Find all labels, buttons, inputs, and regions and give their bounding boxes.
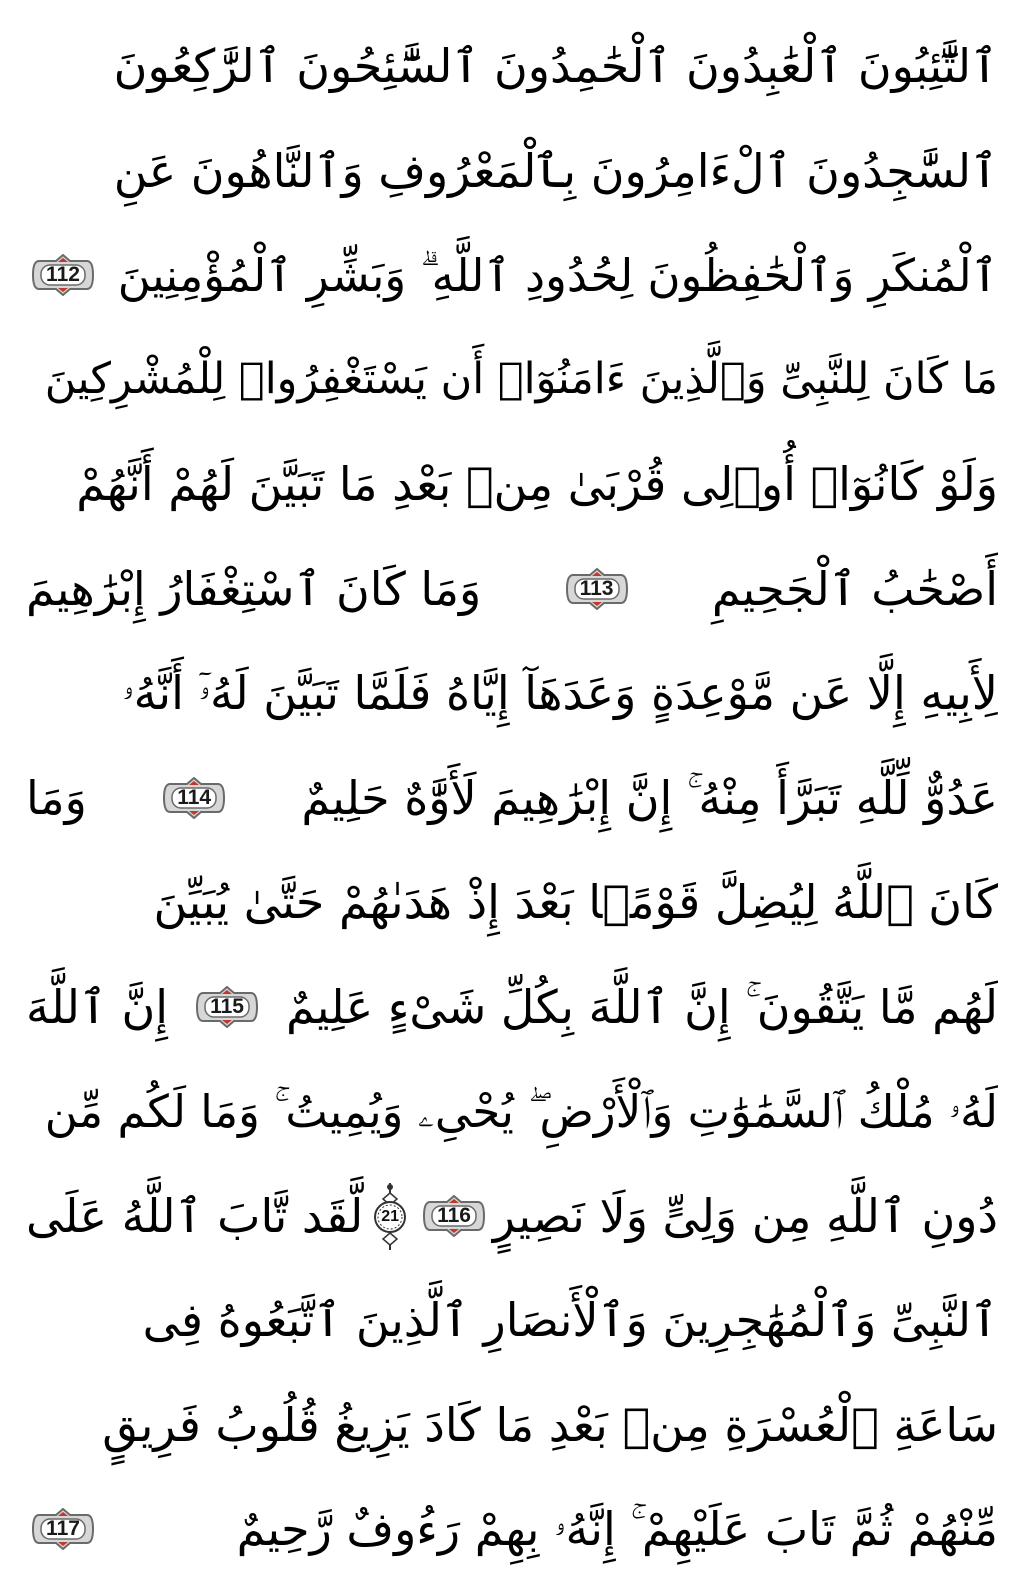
verse-text: سَاعَةِ ٱلْعُسْرَةِ مِنۢ بَعْدِ مَا كَادَ يَزِيغُ قُلُوبُ فَرِيقٍ	[102, 1397, 998, 1452]
verse-text: وَمَا كَانَ ٱسْتِغْفَارُ إِبْرَٰهِيمَ	[26, 561, 482, 616]
ayah-number: 113	[579, 576, 614, 600]
verse-line	[26, 746, 998, 851]
hizb-marker	[369, 1181, 411, 1251]
verse-text: ٱلتَّٰٓئِبُونَ ٱلْعَٰبِدُونَ ٱلْحَٰمِدُونَ ٱلسَّٰٓئِحُونَ ٱلرَّٰكِعُونَ	[113, 39, 998, 94]
verse-line	[26, 1268, 998, 1373]
verse-text: وَلَوْ كَانُوٓا۟ أُو۟لِى قُرْبَىٰ مِنۢ بَعْدِ مَا تَبَيَّنَ لَهُمْ أَنَّهُمْ	[76, 457, 998, 512]
ayah-number: 117	[46, 1517, 80, 1541]
ayah-number-marker	[423, 1195, 485, 1237]
ayah-number-marker	[196, 986, 258, 1028]
verse-line	[26, 14, 998, 119]
ayah-number-marker	[566, 568, 628, 610]
verse-text: وَمَا	[26, 770, 87, 825]
ayah-number: 115	[210, 994, 244, 1018]
verse-line	[26, 641, 998, 746]
ayah-number: 112	[46, 263, 80, 287]
ayah-number: 116	[437, 1203, 471, 1227]
ayah-number-marker	[32, 1508, 94, 1550]
verse-text: ٱلنَّبِىِّ وَٱلْمُهَٰجِرِينَ وَٱلْأَنصَارِ ٱلَّذِينَ ٱتَّبَعُوهُ فِى	[142, 1293, 998, 1348]
verse-text: مِّنْهُمْ ثُمَّ تَابَ عَلَيْهِمْ ۚ إِنَّهُۥ بِهِمْ رَءُوفٌ رَّحِيمٌ	[236, 1502, 998, 1557]
hizb-number: 21	[381, 1207, 400, 1225]
verse-text: مَا كَانَ لِلنَّبِىِّ وَٱلَّذِينَ ءَامَنُوٓا۟ أَن يَسْتَغْفِرُوا۟ لِلْمُشْرِكِينَ	[44, 354, 998, 405]
verse-text: كَانَ ٱللَّهُ لِيُضِلَّ قَوْمًۢا بَعْدَ إِذْ هَدَىٰهُمْ حَتَّىٰ يُبَيِّنَ	[153, 875, 998, 930]
verse-line	[26, 537, 998, 642]
verse-text: إِنَّ ٱللَّهَ	[26, 979, 169, 1034]
ayah-number: 114	[177, 785, 212, 809]
verse-text: لَهُم مَّا يَتَّقُونَ ۚ إِنَّ ٱللَّهَ بِكُلِّ شَىْءٍ عَلِيمٌ	[286, 979, 998, 1034]
verse-line	[26, 328, 998, 433]
verse-text: ٱلسَّٰجِدُونَ ٱلْءَامِرُونَ بِٱلْمَعْرُوفِ وَٱلنَّاهُونَ عَنِ	[113, 143, 998, 198]
verse-text: أَصْحَٰبُ ٱلْجَحِيمِ	[711, 561, 998, 616]
verse-text: لِأَبِيهِ إِلَّا عَن مَّوْعِدَةٍ وَعَدَهَآ إِيَّاهُ فَلَمَّا تَبَيَّنَ لَهُۥٓ أَنَّهُۥ	[122, 666, 998, 721]
verse-line	[26, 1477, 998, 1582]
ayah-number-marker	[32, 254, 94, 296]
verse-line	[26, 119, 998, 224]
verse-text: لَّقَد تَّابَ ٱللَّهُ عَلَى	[26, 1188, 364, 1243]
verse-line	[26, 1059, 998, 1164]
ayah-number-marker	[163, 777, 225, 819]
verse-line	[26, 850, 998, 955]
verse-text: لَهُۥ مُلْكُ ٱلسَّمَٰوَٰتِ وَٱلْأَرْضِ ۖ يُحْىِۦ وَيُمِيتُ ۚ وَمَا لَكُم مِّن	[44, 1084, 998, 1138]
verse-text: ٱلْمُنكَرِ وَٱلْحَٰفِظُونَ لِحُدُودِ ٱللَّهِ ۗ وَبَشِّرِ ٱلْمُؤْمِنِينَ	[117, 248, 998, 302]
verse-line	[26, 1164, 998, 1269]
verse-text: عَدُوٌّ لِّلَّهِ تَبَرَّأَ مِنْهُ ۚ إِنَّ إِبْرَٰهِيمَ لَأَوَّٰهٌ حَلِيمٌ	[301, 770, 998, 825]
verse-line	[26, 1373, 998, 1478]
verse-text: دُونِ ٱللَّهِ مِن وَلِىٍّ وَلَا نَصِيرٍ	[492, 1188, 998, 1243]
verse-line	[26, 955, 998, 1060]
verse-line	[26, 223, 998, 328]
verse-line	[26, 432, 998, 537]
